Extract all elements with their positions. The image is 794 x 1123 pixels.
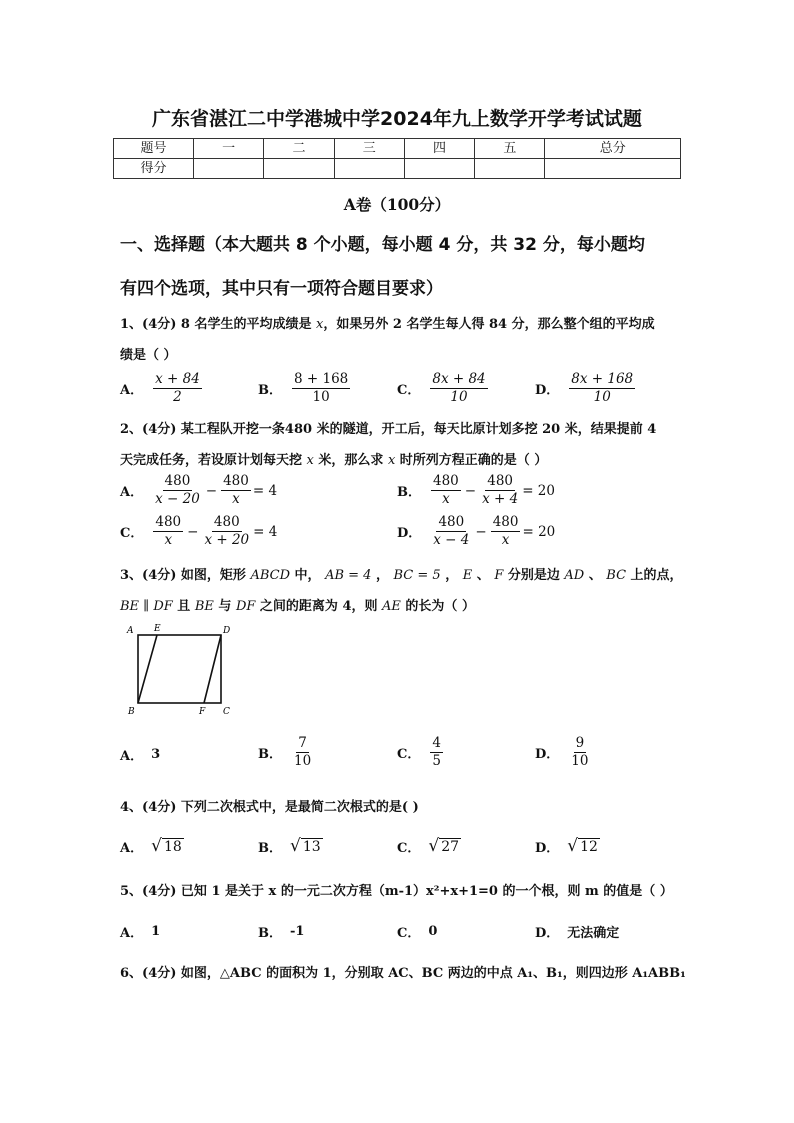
score-table xyxy=(113,138,681,179)
numerator: 7 xyxy=(298,735,307,751)
option-letter: B． xyxy=(258,383,282,398)
q2-text: 天完成任务，若设原计划每天挖 xyxy=(120,453,307,468)
equation xyxy=(151,473,277,508)
q3-math: BE xyxy=(194,599,214,614)
square-root xyxy=(567,838,600,855)
numerator: 480 xyxy=(433,473,459,489)
q1-text: ，如果另外 2 名学生每人得 84 分，那么整个组的平均成 xyxy=(323,317,655,332)
label-e: E xyxy=(154,624,161,634)
numerator: 480 xyxy=(438,514,465,530)
q3-line2 xyxy=(120,595,475,614)
q5-text: 5、(4分) 已知 1 是关于 x 的一元二次方程（m-1）x²+x+1=0 的一个根，则 m 的值是（ ） xyxy=(120,884,673,899)
q2-text: 时所列方程正确的是（ ） xyxy=(395,453,548,468)
q3-rectangle-figure xyxy=(124,620,244,720)
denominator: 10 xyxy=(571,753,589,769)
q3-math: F xyxy=(494,568,504,583)
score-table-score-row xyxy=(114,159,681,179)
volume-heading: A卷（100分） xyxy=(343,195,451,214)
fraction xyxy=(202,514,251,549)
q2-text: 米，那么求 xyxy=(313,453,388,468)
operator: − xyxy=(475,523,487,540)
radicand: 18 xyxy=(163,839,182,855)
q2-line2 xyxy=(120,449,547,468)
header-cell: 二 xyxy=(264,139,334,159)
radical-sign-icon: √ xyxy=(567,836,579,856)
exam-title: 广东省湛江二中学港城中学2024年九上数学开学考试试题 xyxy=(152,108,642,130)
option-letter: B． xyxy=(258,926,282,941)
denominator: x − 4 xyxy=(433,532,470,548)
q3-math: ABCD xyxy=(250,568,291,583)
q3-text: 中， xyxy=(290,568,326,583)
option-letter: A． xyxy=(120,841,144,856)
rhs: = 20 xyxy=(522,482,555,499)
option-letter: C． xyxy=(397,926,421,941)
option-letter: C． xyxy=(397,383,421,398)
q2-line1: 2、(4分) 某工程队开挖一条480 米的隧道，开工后，每天比原计划多挖 20 米，结果提前 4 xyxy=(120,422,657,437)
section-heading-line2: 有四个选项，其中只有一项符合题目要求） xyxy=(120,279,443,299)
option-value: 3 xyxy=(151,747,161,762)
square-root xyxy=(290,838,323,855)
fraction xyxy=(431,473,461,508)
numerator: 480 xyxy=(487,473,514,489)
q2-option-c[interactable] xyxy=(120,514,277,549)
operator: − xyxy=(205,482,218,499)
q3-option-a[interactable] xyxy=(120,745,160,764)
score-cell[interactable] xyxy=(404,159,474,179)
q1-option-c[interactable] xyxy=(397,371,490,406)
denominator: x xyxy=(164,532,173,548)
radicand: 27 xyxy=(441,839,460,855)
rhs: = 4 xyxy=(252,482,278,499)
q3-text: 、 xyxy=(584,568,607,583)
header-cell: 一 xyxy=(194,139,264,159)
q3-text: 之间的距离为 4，则 xyxy=(255,599,383,614)
q2-var: x xyxy=(306,453,314,468)
option-letter: C． xyxy=(120,526,144,541)
numerator: 480 xyxy=(155,514,182,530)
row-label: 得分 xyxy=(114,159,194,179)
radical-sign-icon: √ xyxy=(151,836,162,856)
q3-math: E xyxy=(462,568,473,583)
numerator: 480 xyxy=(213,514,240,530)
option-value: 0 xyxy=(428,924,438,939)
fraction xyxy=(569,371,635,406)
fraction xyxy=(153,514,183,549)
score-cell[interactable] xyxy=(264,159,334,179)
operator: − xyxy=(187,523,199,540)
denominator: 10 xyxy=(312,389,330,405)
fraction xyxy=(480,473,520,508)
header-cell: 总分 xyxy=(545,139,681,159)
score-cell[interactable] xyxy=(334,159,404,179)
denominator: x xyxy=(501,532,510,548)
q3-text: 与 xyxy=(213,599,236,614)
option-letter: B． xyxy=(397,485,421,500)
q4-option-a[interactable] xyxy=(120,837,184,856)
equation xyxy=(429,514,555,549)
fraction xyxy=(491,514,521,549)
fraction xyxy=(430,735,443,770)
q3-text: 、 xyxy=(472,568,495,583)
q3-text: ， xyxy=(440,568,463,583)
q2-option-a[interactable] xyxy=(120,473,277,508)
denominator: x xyxy=(232,491,240,507)
q3-text: 且 xyxy=(172,599,195,614)
fraction xyxy=(153,371,202,406)
q3-math: AB = 4 xyxy=(325,568,372,583)
q5-option-b[interactable] xyxy=(258,922,304,941)
q4-option-d[interactable] xyxy=(535,837,600,856)
score-cell[interactable] xyxy=(545,159,681,179)
denominator: x + 4 xyxy=(482,491,519,507)
fraction xyxy=(292,735,313,770)
rhs: = 20 xyxy=(522,523,556,540)
q3-math: BE ∥ DF xyxy=(120,599,173,614)
numerator: 480 xyxy=(492,514,519,530)
denominator: 10 xyxy=(593,389,611,405)
option-letter: B． xyxy=(258,747,282,762)
label-d: D xyxy=(223,626,231,636)
option-letter: D． xyxy=(397,526,422,541)
q3-math: AE xyxy=(382,599,401,614)
q4-text: 4、(4分) 下列二次根式中，是最简二次根式的是( ) xyxy=(120,800,419,815)
denominator: 5 xyxy=(432,753,441,769)
q3-text: 分别是边 xyxy=(503,568,565,583)
denominator: x xyxy=(442,491,450,507)
q3-text: ， xyxy=(371,568,394,583)
q3-math: BC = 5 xyxy=(393,568,441,583)
square-root xyxy=(428,838,461,855)
segment-df xyxy=(204,635,221,703)
score-cell[interactable] xyxy=(194,159,264,179)
numerator: 9 xyxy=(575,735,585,751)
q3-math: AD xyxy=(564,568,585,583)
q4-option-b[interactable] xyxy=(258,837,323,856)
q2-option-d[interactable] xyxy=(397,514,555,549)
q3-math: BC xyxy=(606,568,627,583)
q1-text: 1、(4分) 8 名学生的平均成绩是 xyxy=(120,317,317,332)
label-f: F xyxy=(199,707,206,717)
operator: − xyxy=(464,482,477,499)
q3-text: 的长为（ ） xyxy=(400,599,475,614)
header-cell: 四 xyxy=(404,139,474,159)
q3-text: 3、(4分) 如图，矩形 xyxy=(120,568,251,583)
q1-var: x xyxy=(316,317,324,332)
fraction xyxy=(430,371,487,406)
label-a: A xyxy=(127,626,134,636)
denominator: 10 xyxy=(294,753,312,769)
fraction xyxy=(292,371,350,406)
fraction xyxy=(221,473,251,508)
option-letter: D． xyxy=(535,383,560,398)
rhs: = 4 xyxy=(253,523,278,540)
fraction xyxy=(153,473,202,508)
numerator: 8x + 168 xyxy=(571,371,634,387)
fraction xyxy=(431,514,471,549)
denominator: 2 xyxy=(173,389,182,405)
fraction xyxy=(569,735,590,770)
numerator: 8 + 168 xyxy=(294,371,349,387)
numerator: 8x + 84 xyxy=(432,371,486,387)
equation xyxy=(151,514,277,549)
q1-line1 xyxy=(120,313,655,332)
option-letter: A． xyxy=(120,485,144,500)
score-cell[interactable] xyxy=(475,159,545,179)
q3-option-d[interactable] xyxy=(535,735,592,770)
radical-sign-icon: √ xyxy=(290,836,301,856)
denominator: 10 xyxy=(450,389,468,405)
numerator: 480 xyxy=(164,473,191,489)
q3-option-b[interactable] xyxy=(258,735,315,770)
q3-option-c[interactable] xyxy=(397,735,445,770)
q1-option-d[interactable] xyxy=(535,371,637,406)
q2-var: x xyxy=(387,453,396,468)
header-cell: 五 xyxy=(475,139,545,159)
radical-sign-icon: √ xyxy=(428,836,440,856)
denominator: x + 20 xyxy=(204,532,250,548)
q2-option-b[interactable] xyxy=(397,473,555,508)
label-b: B xyxy=(128,707,135,717)
option-value: -1 xyxy=(290,924,305,939)
q1-option-b[interactable] xyxy=(258,371,352,406)
option-letter: C． xyxy=(397,747,421,762)
header-cell: 题号 xyxy=(114,139,194,159)
option-letter: B． xyxy=(258,841,282,856)
numerator: 480 xyxy=(223,473,249,489)
option-letter: D． xyxy=(535,926,560,941)
option-value: 1 xyxy=(151,924,161,939)
score-table-header-row xyxy=(114,139,681,159)
header-cell: 三 xyxy=(334,139,404,159)
q1-line2: 绩是（ ） xyxy=(120,348,177,363)
option-letter: A． xyxy=(120,749,144,764)
option-letter: D． xyxy=(535,747,560,762)
segment-be xyxy=(138,635,157,703)
option-value: 无法确定 xyxy=(567,926,620,941)
q6-text: 6、(4分) 如图，△ABC 的面积为 1，分别取 AC、BC 两边的中点 A₁、B₁，则四边形 A₁ABB₁ xyxy=(120,966,686,981)
numerator: 4 xyxy=(432,735,441,751)
q5-option-c[interactable] xyxy=(397,922,437,941)
option-letter: C． xyxy=(397,841,421,856)
option-letter: D． xyxy=(535,841,560,856)
label-c: C xyxy=(223,707,230,717)
option-letter: A． xyxy=(120,926,144,941)
section-heading-line1: 一、选择题（本大题共 8 个小题，每小题 4 分，共 32 分，每小题均 xyxy=(120,235,645,255)
square-root xyxy=(151,838,184,855)
q3-line1 xyxy=(120,564,683,583)
option-letter: A． xyxy=(120,383,144,398)
numerator: x + 84 xyxy=(155,371,200,387)
q5-option-a[interactable] xyxy=(120,922,160,941)
denominator: x − 20 xyxy=(155,491,200,507)
q3-text: 上的点， xyxy=(626,568,683,583)
q1-option-a[interactable] xyxy=(120,371,204,406)
rectangle-abcd xyxy=(138,635,221,703)
q3-math: DF xyxy=(235,599,256,614)
q4-option-c[interactable] xyxy=(397,837,461,856)
radicand: 13 xyxy=(302,839,321,855)
q5-option-d[interactable] xyxy=(535,922,619,941)
equation xyxy=(429,473,555,508)
radicand: 12 xyxy=(580,839,598,855)
